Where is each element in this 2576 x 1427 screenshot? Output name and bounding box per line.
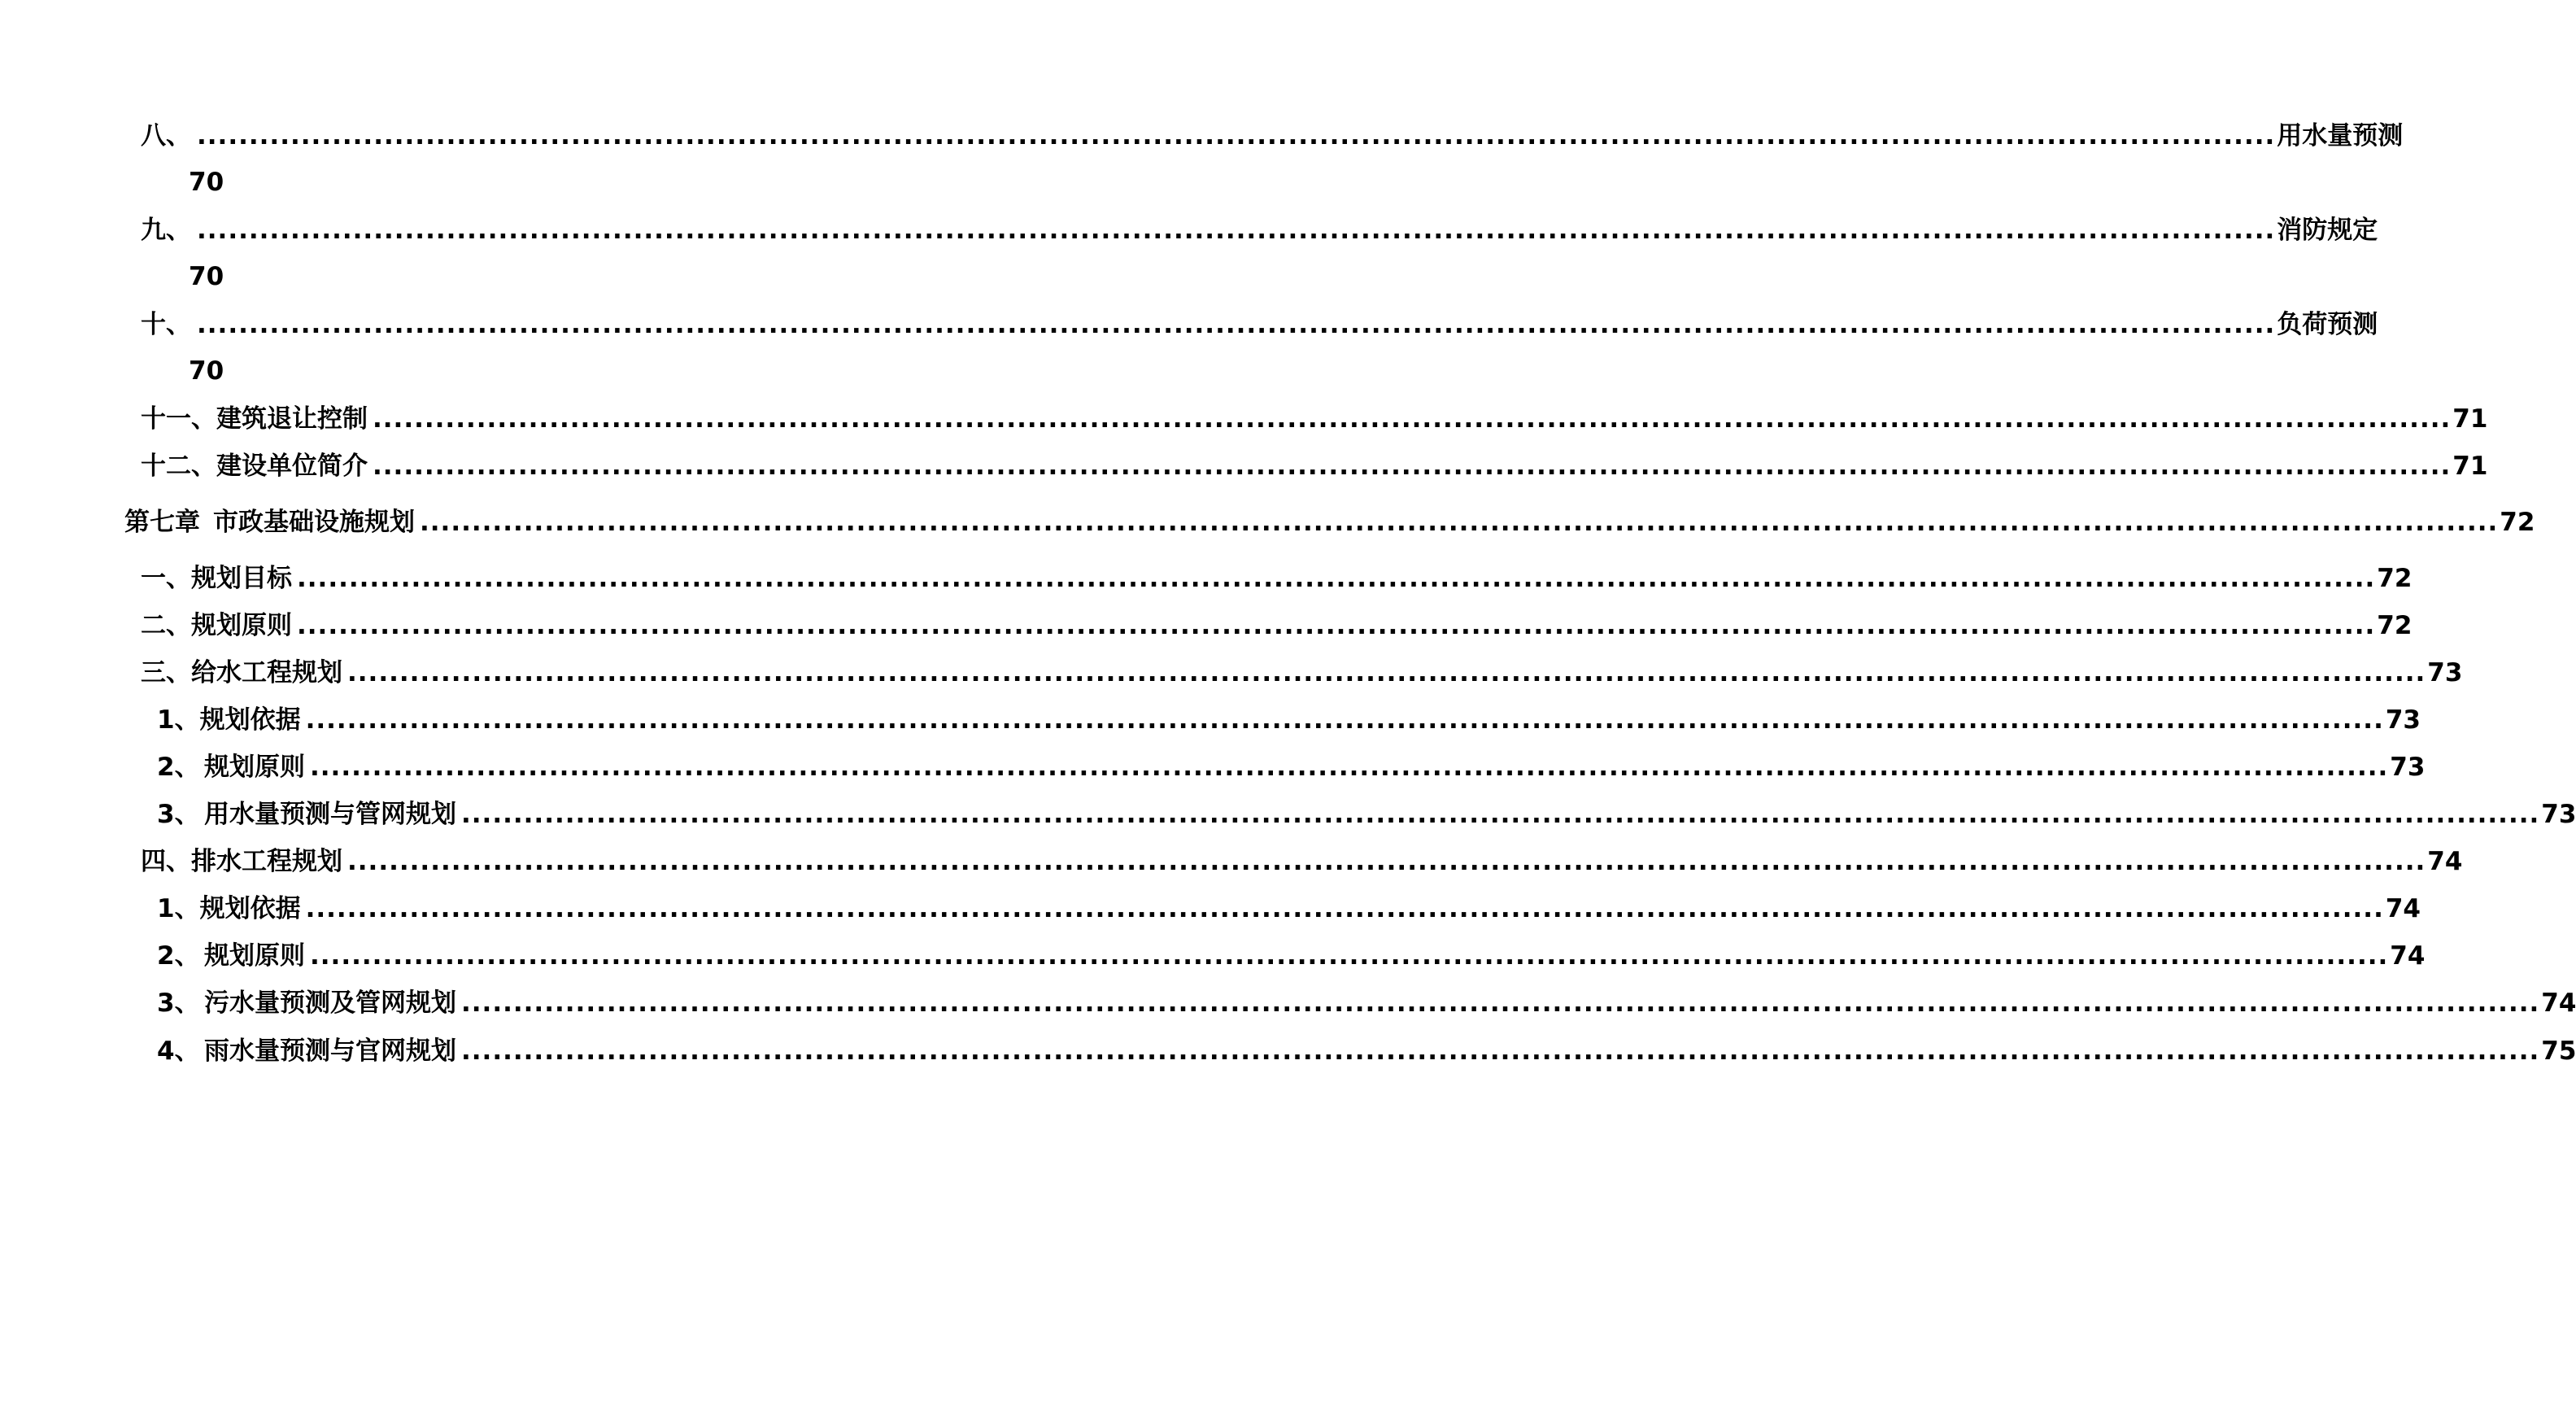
toc-entry-number: 2、	[157, 753, 200, 782]
toc-entry-number: 十一、	[141, 404, 216, 434]
toc-subentry[interactable]	[157, 892, 2421, 925]
toc-page-number: 70	[189, 168, 224, 197]
toc-page-number: 72	[2377, 564, 2413, 593]
toc-entry-number: 三、	[141, 658, 191, 687]
toc-page-number: 73	[2427, 658, 2463, 687]
toc-leader-dots: ........................................................................................................................................................................................................	[373, 452, 2452, 481]
toc-entry-number: 八、	[141, 121, 191, 151]
toc-page-number: 70	[189, 262, 224, 291]
toc-subentry[interactable]	[157, 704, 2421, 736]
toc-entry[interactable]	[141, 214, 2378, 247]
toc-entry[interactable]	[141, 657, 2463, 689]
toc-entry-number: 2、	[157, 941, 200, 971]
toc-entry-title: 给水工程规划	[191, 658, 342, 687]
toc-entry-number: 3、	[157, 988, 200, 1018]
toc-page-number: 72	[2377, 611, 2413, 640]
toc-entry-title: 规划原则	[204, 753, 305, 782]
toc-entry-number: 二、	[141, 611, 191, 640]
toc-entry[interactable]	[141, 403, 2488, 435]
toc-page-number: 75	[2541, 1036, 2576, 1066]
toc-leader-dots: ........................................................................................................................................................................................................	[297, 564, 2376, 593]
toc-page-number: 73	[2541, 800, 2576, 829]
toc-leader-dots: ........................................................................................................................................................................................................	[461, 1036, 2540, 1066]
toc-entry-title: 污水量预测及管网规划	[204, 988, 456, 1018]
toc-subentry[interactable]	[157, 751, 2426, 783]
toc-chapter-entry[interactable]	[124, 506, 2535, 539]
toc-entry-number: 四、	[141, 847, 191, 876]
toc-leader-dots: ........................................................................................................................................................................................................	[305, 894, 2384, 923]
toc-entry-number: 3、	[157, 800, 200, 829]
toc-entry-title: 建筑退让控制	[216, 404, 368, 434]
toc-leader-dots: ........................................................................................................................................................................................................	[373, 404, 2452, 434]
toc-leader-dots: ........................................................................................................................................................................................................	[310, 941, 2389, 971]
toc-leader-dots: ........................................................................................................................................................................................................	[305, 705, 2384, 735]
toc-page-number: 73	[2385, 705, 2421, 735]
toc-entry-number: 1、	[157, 894, 200, 923]
toc-page-number: 73	[2390, 753, 2426, 782]
toc-entry-title: 排水工程规划	[191, 847, 342, 876]
toc-page-number: 74	[2385, 894, 2421, 923]
toc-entry-title: 建设单位简介	[216, 452, 368, 481]
toc-entry-number: 九、	[141, 216, 191, 245]
toc-entry-number: 一、	[141, 564, 191, 593]
toc-page-number: 71	[2452, 404, 2488, 434]
toc-entry-title: 规划依据	[199, 894, 301, 923]
toc-leader-dots: ........................................................................................................................................................................................................	[461, 800, 2540, 829]
toc-chapter-number: 第七章	[124, 508, 200, 537]
toc-subentry[interactable]	[157, 940, 2426, 972]
toc-page-number: 70	[189, 356, 224, 386]
toc-entry[interactable]	[141, 308, 2378, 341]
toc-leader-dots: ........................................................................................................................................................................................................	[461, 988, 2540, 1018]
toc-subentry[interactable]	[157, 798, 2576, 831]
toc-entry-number: 十、	[141, 310, 191, 339]
toc-entry-title: 消防规定	[2277, 216, 2378, 245]
toc-entry-title: 规划依据	[199, 705, 301, 735]
toc-entry[interactable]	[141, 845, 2463, 878]
toc-entry[interactable]	[141, 120, 2404, 152]
toc-subentry[interactable]	[157, 987, 2576, 1019]
toc-entry[interactable]	[141, 562, 2413, 595]
toc-entry-title: 市政基础设施规划	[213, 508, 415, 537]
toc-entry-title: 规划目标	[191, 564, 292, 593]
toc-entry-number: 4、	[157, 1036, 200, 1066]
toc-leader-dots: ........................................................................................................................................................................................................	[197, 216, 2276, 245]
toc-entry-title: 负荷预测	[2277, 310, 2378, 339]
toc-page-number: 74	[2427, 847, 2463, 876]
toc-entry-number: 1、	[157, 705, 200, 735]
toc-entry-title: 用水量预测与管网规划	[204, 800, 456, 829]
toc-entry-title: 规划原则	[204, 941, 305, 971]
toc-leader-dots: ........................................................................................................................................................................................................	[197, 121, 2276, 151]
toc-entry[interactable]	[141, 609, 2413, 642]
toc-entry-title: 雨水量预测与官网规划	[204, 1036, 456, 1066]
toc-subentry[interactable]	[157, 1035, 2576, 1067]
toc-leader-dots: ........................................................................................................................................................................................................	[420, 508, 2499, 537]
toc-entry-number: 十二、	[141, 452, 216, 481]
toc-leader-dots: ........................................................................................................................................................................................................	[310, 753, 2389, 782]
toc-leader-dots: ........................................................................................................................................................................................................	[347, 658, 2426, 687]
toc-leader-dots: ........................................................................................................................................................................................................	[297, 611, 2376, 640]
toc-page-number: 74	[2541, 988, 2576, 1018]
toc-leader-dots: ........................................................................................................................................................................................................	[197, 310, 2276, 339]
toc-entry-title: 规划原则	[191, 611, 292, 640]
toc-entry-title: 用水量预测	[2277, 121, 2404, 151]
toc-leader-dots: ........................................................................................................................................................................................................	[347, 847, 2426, 876]
toc-entry[interactable]	[141, 450, 2488, 482]
toc-page-number: 71	[2452, 452, 2488, 481]
toc-page-number: 72	[2500, 508, 2535, 537]
toc-page-number: 74	[2390, 941, 2426, 971]
